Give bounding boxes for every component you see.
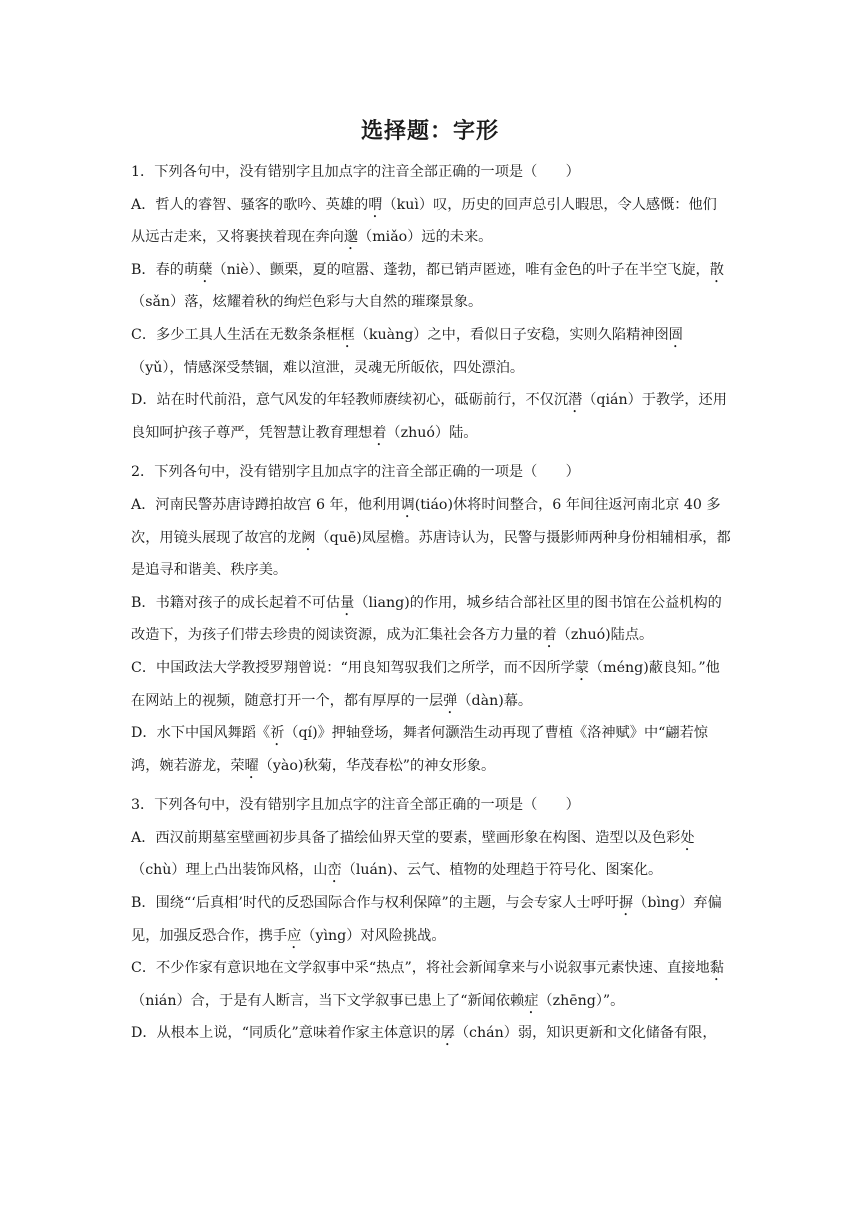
question-3: [131, 789, 731, 1050]
option-a: [131, 822, 731, 887]
option-c: [131, 652, 731, 717]
emphasized-char: 蘖: [198, 261, 213, 278]
option-text: （niè）、颤栗，夏的喧嚣、蓬勃，都已销声匿迹，唯有金色的叶子在半空飞旋，: [212, 261, 710, 278]
option-text: （kuàng）之中，看似日子安稳，实则久陷精神囹: [354, 326, 669, 343]
option-d: [131, 1017, 731, 1050]
option-text: （yào)秋菊，华茂春松”的神女形象。: [258, 757, 496, 774]
option-b: [131, 587, 731, 652]
option-text: （chán）弱，知识更新和文化储备有限，: [454, 1025, 717, 1042]
option-text: B．书籍对孩子的成长起着不可估: [131, 594, 341, 611]
emphasized-char: 调: [400, 496, 415, 513]
emphasized-char: 处: [680, 829, 695, 846]
question-list: [131, 156, 731, 1057]
option-text: （sǎn）落，炫耀着秋的绚烂色彩与大自然的璀璨景象。: [131, 294, 483, 311]
option-d: [131, 384, 731, 449]
option-c: [131, 952, 731, 1017]
option-text: (tiáo)休将时间整合，6 年间往返河南北京 40 多次，用镜头展现了故宫的龙: [131, 496, 721, 546]
option-text: C．不少作家有意识地在文学叙事中采“热点”，将社会新闻拿来与小说叙事元素快速、直接地: [131, 960, 710, 977]
question-stem: 2．下列各句中，没有错别字且加点字的注音全部正确的一项是（ ）: [131, 464, 580, 481]
option-text: （liang)的作用，城乡结合部社区里的图书馆在公益机构的改造下，为孩子们带去珍贵的阅读资源，成为汇集社会各方力量的: [131, 594, 722, 644]
option-text: B．围绕“‘后真相’时代的反恐国际合作与权利保障”的主题，与会专家人士呼吁: [131, 895, 619, 912]
emphasized-char: 框: [340, 326, 355, 343]
emphasized-char: 应: [287, 927, 302, 944]
option-text: B．春的萌: [131, 261, 199, 278]
emphasized-char: 着: [372, 424, 387, 441]
option-text: D．站在时代前沿，意气风发的年轻教师赓续初心，砥砺前行，不仅沉: [131, 392, 569, 409]
emphasized-char: 摒: [618, 895, 634, 912]
emphasized-char: 祈: [270, 725, 285, 742]
emphasized-char: 蒙: [574, 659, 589, 676]
emphasized-char: 症: [524, 992, 539, 1009]
option-a: [131, 489, 731, 587]
emphasized-char: 峦: [327, 862, 342, 879]
option-text: （zhuó)陆点。: [556, 627, 654, 644]
question-1: [131, 156, 731, 449]
emphasized-char: 孱: [440, 1025, 455, 1042]
option-text: D．从根本上说，“同质化”意味着作家主体意识的: [131, 1025, 441, 1042]
option-text: （bìng）弃偏见，加强反恐合作，携手: [131, 895, 722, 944]
emphasized-char: 邈: [343, 229, 359, 246]
option-text: （nián）合，于是有人断言，当下文学叙事已患上了“新闻依赖: [131, 992, 525, 1009]
option-text: （kuì）叹，历史的回声总引人暇思，令人感慨：他们从远古走来，又将裹挟着现在奔向: [131, 196, 717, 246]
option-b: [131, 887, 731, 952]
option-text: （yìng）对风险挑战。: [301, 927, 446, 944]
option-text: C．中国政法大学教授罗翔曾说：“用良知驾驭我们之所学，而不因所学: [131, 659, 575, 676]
option-text: A．西汉前期墓室壁画初步具备了描绘仙界天堂的要素，壁画形象在构图、造型以及色彩: [131, 829, 681, 846]
option-text: （quē)凤屋檐。苏唐诗认为，民警与摄影师两种身份相辅相承，都是追寻和谐美、秩序美。: [131, 529, 731, 579]
option-c: [131, 319, 731, 384]
emphasized-char: 散: [709, 261, 724, 278]
option-text: （miǎo）远的未来。: [358, 229, 493, 246]
option-b: [131, 254, 731, 319]
option-text: C．多少工具人生活在无数条条框: [131, 326, 341, 343]
emphasized-char: 喟: [368, 196, 383, 213]
emphasized-char: 着: [542, 627, 557, 644]
question-stem: 3．下列各句中，没有错别字且加点字的注音全部正确的一项是（ ）: [131, 797, 580, 814]
option-text: A．河南民警苏唐诗蹲拍故宫 6 年，他利用: [131, 496, 401, 513]
option-text: （qián）于教学，还用良知呵护孩子尊严，凭智慧让教育理想: [131, 392, 727, 441]
option-text: （chù）理上凸出装饰风格，山: [131, 862, 328, 879]
option-text: （luán)、云气、植物的处理趋于符号化、图案化。: [341, 862, 663, 879]
option-a: [131, 189, 731, 254]
emphasized-char: 潜: [568, 392, 583, 409]
page-title: 选择题：字形: [360, 119, 499, 144]
emphasized-char: 量: [340, 594, 355, 611]
emphasized-char: 曜: [244, 757, 259, 774]
option-text: （yǔ），情感深受禁锢，难以渲泄，灵魂无所皈依，四处漂泊。: [131, 359, 525, 376]
emphasized-char: 阙: [301, 529, 316, 546]
emphasized-char: 圄: [668, 326, 683, 343]
option-text: （qí)》押轴登场，舞者何灏浩生动再现了曹植《洛神赋》中“翩若惊鸿，婉若游龙，荣: [131, 725, 708, 774]
option-text: （zhuó）陆。: [386, 424, 478, 441]
option-d: [131, 717, 731, 782]
question-2: [131, 456, 731, 782]
option-text: （dàn)幕。: [457, 692, 533, 709]
option-text: A．哲人的睿智、骚客的歌吟、英雄的: [131, 196, 369, 213]
emphasized-char: 弹: [443, 692, 458, 709]
question-stem: 1．下列各句中，没有错别字且加点字的注音全部正确的一项是（ ）: [131, 164, 580, 180]
option-text: （méng)蔽良知。”他在网站上的视频，随意打开一个，都有厚厚的一层: [131, 659, 720, 709]
option-text: D．水下中国风舞蹈《: [131, 725, 271, 742]
option-text: （zhēng）”。: [538, 992, 625, 1009]
emphasized-char: 黏: [709, 960, 724, 977]
